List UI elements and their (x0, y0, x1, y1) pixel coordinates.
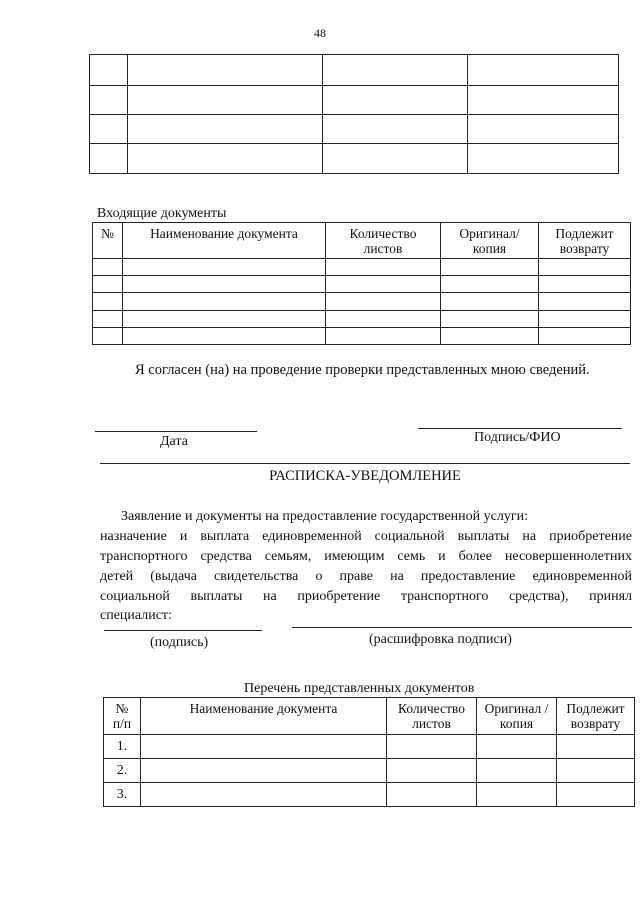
receipt-line-5: специалист: (100, 608, 172, 623)
receipt-line-1: назначение и выплата единовременной социальной выплаты на приобретение (100, 529, 632, 544)
incoming-table (92, 222, 631, 345)
date-label: Дата (160, 434, 188, 449)
row-number: 3. (104, 783, 141, 807)
table-header-row (104, 698, 635, 735)
list-title: Перечень представленных документов (244, 681, 475, 696)
table-row (93, 293, 631, 311)
table-row (93, 328, 631, 345)
col-return: Подлежит возврату (539, 223, 631, 259)
sign-caption: (подпись) (150, 635, 209, 650)
receipt-line-3: детей (выдача свидетельства о праве на предоставление единовременной (100, 569, 632, 584)
receipt-intro: Заявление и документы на предоставление государственной услуги: (121, 509, 528, 524)
table-row (93, 311, 631, 328)
table-row (104, 783, 635, 807)
col-doc-name: Наименование документа (141, 698, 387, 735)
date-line (95, 431, 257, 432)
top-table (89, 54, 619, 174)
documents-table (103, 697, 635, 807)
row-number: 1. (104, 735, 141, 759)
receipt-title: РАСПИСКА-УВЕДОМЛЕНИЕ (269, 468, 461, 484)
col-number: № (93, 223, 123, 259)
table-row (104, 735, 635, 759)
table-row (90, 86, 619, 115)
row-number: 2. (104, 759, 141, 783)
table-row (90, 115, 619, 144)
col-return: Подлежит возврату (557, 698, 635, 735)
table-row (90, 55, 619, 86)
table-row (93, 276, 631, 293)
col-doc-name: Наименование документа (123, 223, 326, 259)
table-row (90, 144, 619, 174)
col-sheets: Количество листов (387, 698, 477, 735)
col-original-copy: Оригинал /копия (477, 698, 557, 735)
table-row (93, 259, 631, 276)
col-original-copy: Оригинал/ копия (441, 223, 539, 259)
receipt-line-4: социальной выплаты на приобретение транспортного средства), принял (100, 589, 632, 604)
col-sheets: Количество листов (326, 223, 441, 259)
receipt-line-2: транспортного средства семьям, имеющим семь и более несовершеннолетних (100, 549, 632, 564)
col-number: № п/п (104, 698, 141, 735)
table-header-row (93, 223, 631, 259)
separator-line (100, 463, 630, 464)
specialist-decode-line (292, 627, 632, 628)
specialist-sign-line (104, 630, 262, 631)
table-row (104, 759, 635, 783)
decode-caption: (расшифровка подписи) (369, 632, 512, 647)
incoming-title: Входящие документы (97, 206, 227, 221)
consent-text: Я согласен (на) на проведение проверки представленных мною сведений. (135, 362, 590, 378)
signature-label: Подпись/ФИО (474, 430, 561, 445)
page-number: 48 (314, 26, 326, 40)
signature-line (418, 428, 622, 429)
